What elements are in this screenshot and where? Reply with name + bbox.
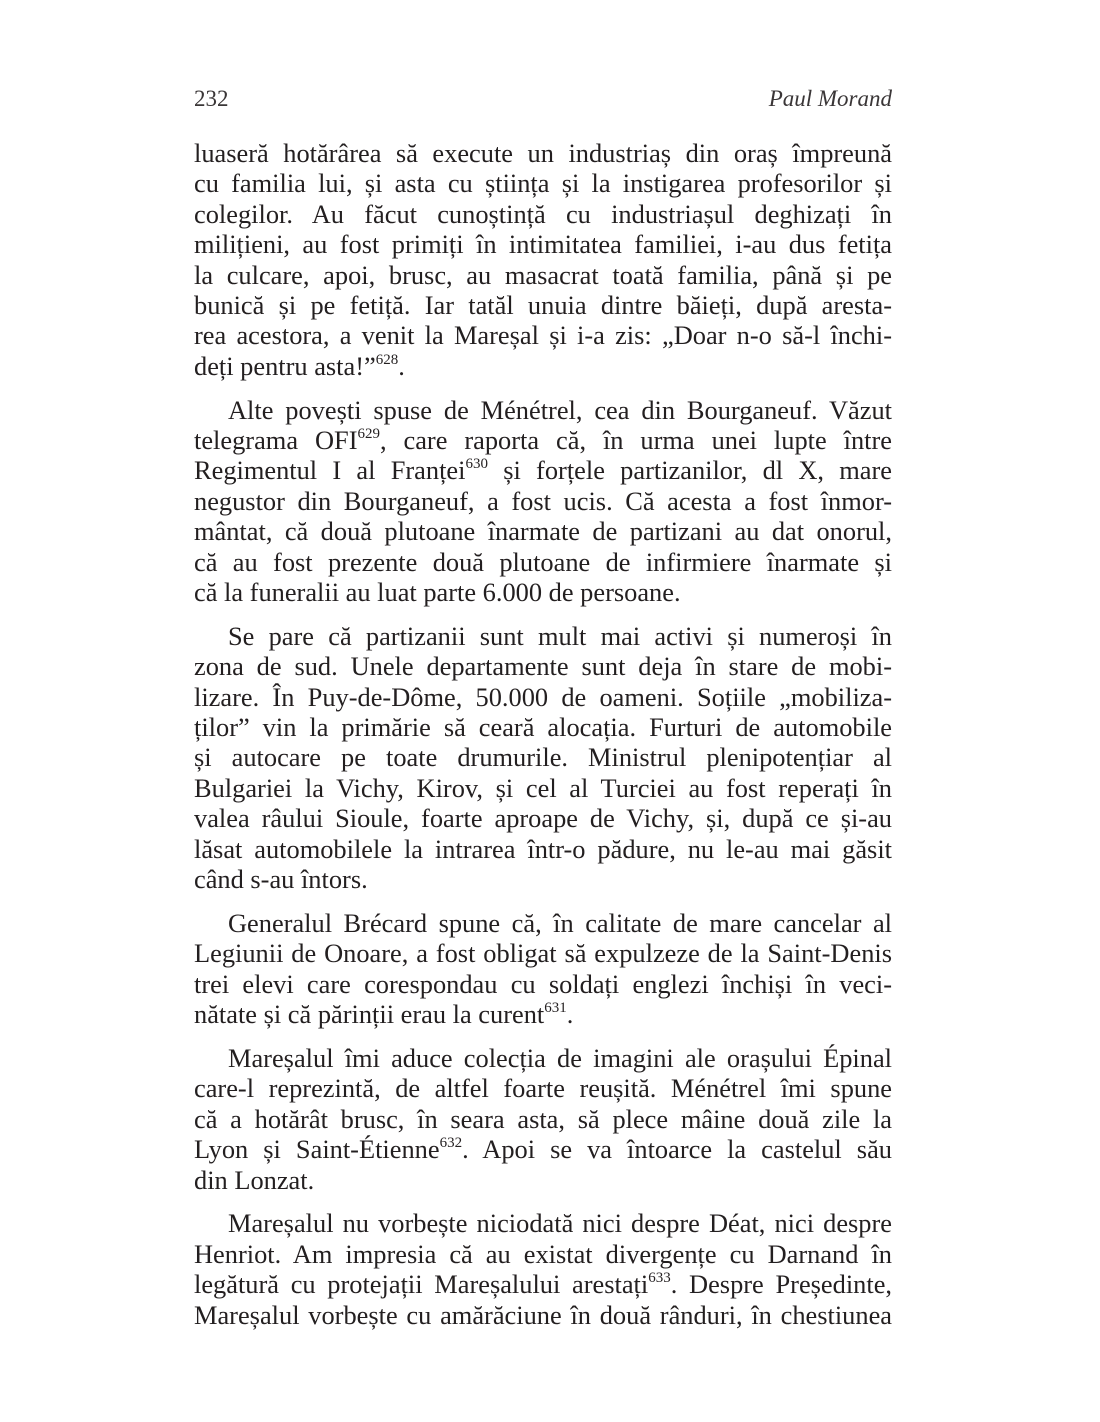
text-line: [194, 168, 892, 198]
line-text: Mareșalul îmi aduce colecția de imagini ale orașului Épinal: [228, 1042, 892, 1073]
line-text: cu familia lui, și asta cu știința și la instigarea profesorilor și: [194, 168, 892, 199]
text-line: [194, 742, 892, 772]
footnote-reference[interactable]: 630: [465, 456, 488, 473]
footnote-reference[interactable]: 631: [544, 1000, 567, 1017]
line-text: la culcare, apoi, brusc, au masacrat toată familia, până și pe: [194, 259, 892, 290]
text-line: [194, 229, 892, 259]
line-text: Legiunii de Onoare, a fost obligat să expulzeze de la Saint-Denis: [194, 938, 892, 969]
page-header: [194, 82, 892, 116]
line-text: Lyon și Saint-Étienne: [194, 1134, 440, 1165]
line-text: care-l reprezintă, de altfel foarte reușită. Ménétrel îmi spune: [194, 1073, 892, 1104]
text-line: [194, 969, 892, 999]
line-text: Se pare că partizanii sunt mult mai activi și numeroși în: [228, 620, 892, 651]
line-text-after-note: , care raporta că, în urma unei lupte între: [379, 425, 892, 456]
text-line: [194, 1104, 892, 1134]
text-line: [194, 199, 892, 229]
line-text: legătură cu protejații Mareșalului arestați: [194, 1269, 649, 1300]
line-text-after-note: .: [566, 999, 574, 1030]
text-line: [194, 455, 892, 485]
line-text: milițieni, au fost primiți în intimitatea familiei, i-au dus fetița: [194, 229, 892, 260]
line-text: Alte povești spuse de Ménétrel, cea din Bourganeuf. Văzut: [228, 394, 892, 425]
paragraph: [194, 138, 892, 381]
text-line: [194, 999, 892, 1029]
text-line: [194, 577, 892, 607]
line-text: deți pentru asta!”: [194, 350, 376, 381]
line-text: rea acestora, a venit la Mareșal și i-a zis: „Doar n-o să-l închi-: [194, 320, 892, 351]
page-number: 232: [194, 86, 229, 111]
line-text: bunică și pe fetiță. Iar tatăl unuia dintre băieți, după aresta-: [194, 289, 892, 320]
line-text: Generalul Brécard spune că, în calitate de mare cancelar al: [228, 907, 892, 938]
line-text: că a hotărât brusc, în seara asta, să plece mâine două zile la: [194, 1103, 892, 1134]
text-line: [194, 351, 892, 381]
text-line: [194, 938, 892, 968]
running-title: Paul Morand: [768, 86, 892, 111]
line-text: Henriot. Am impresia că au existat divergențe cu Darnand în: [194, 1238, 892, 1269]
line-text: luaseră hotărârea să execute un industriaș din oraș împreună: [194, 138, 892, 168]
footnote-reference[interactable]: 633: [648, 1270, 671, 1287]
text-line: [194, 1134, 892, 1164]
line-text: Mareșalul vorbește cu amărăciune în două rânduri, în chestiunea: [194, 1299, 892, 1330]
line-text: mântat, că două plutoane înarmate de partizani au dat onorul,: [194, 516, 892, 547]
line-text: zona de sud. Unele departamente sunt deja în stare de mobi-: [194, 651, 892, 682]
line-text: telegrama OFI: [194, 425, 358, 456]
paragraph: [194, 1208, 892, 1330]
line-text-after-note: . Despre Președinte,: [670, 1269, 893, 1300]
text-line: [194, 260, 892, 290]
line-text: și autocare pe toate drumurile. Ministrul plenipotențiar al: [194, 742, 892, 773]
text-line: [194, 908, 892, 938]
text-line: [194, 290, 892, 320]
text-line: [194, 516, 892, 546]
text-line: [194, 547, 892, 577]
line-text-after-note: . Apoi se va întoarce la castelul său: [462, 1134, 892, 1165]
line-text: nătate și că părinții erau la curent: [194, 999, 545, 1030]
line-text: lăsat automobilele la intrarea într-o pădure, nu le-au mai găsit: [194, 833, 892, 864]
line-text: Regimentul I al Franței: [194, 455, 466, 486]
text-line: [194, 320, 892, 350]
line-text: valea râului Sioule, foarte aproape de Vichy, și, după ce și-au: [194, 803, 892, 834]
paragraph: [194, 395, 892, 608]
page-body: [194, 138, 892, 1343]
line-text: Mareșalul nu vorbește niciodată nici despre Déat, nici despre: [228, 1208, 892, 1239]
line-text: că au fost prezente două plutoane de infirmiere înarmate și: [194, 546, 892, 577]
text-line: [194, 425, 892, 455]
text-line: [194, 1073, 892, 1103]
line-text: ților” vin la primărie să ceară alocația. Furturi de automobile: [194, 712, 892, 743]
text-line: [194, 1239, 892, 1269]
text-line: [194, 1165, 892, 1195]
footnote-reference[interactable]: 629: [357, 426, 380, 443]
text-line: [194, 864, 892, 894]
line-text: din Lonzat.: [194, 1164, 315, 1195]
footnote-reference[interactable]: 632: [439, 1135, 463, 1152]
line-text-after-note: .: [398, 350, 405, 381]
text-line: [194, 682, 892, 712]
paragraph: [194, 621, 892, 895]
footnote-reference[interactable]: 628: [375, 351, 399, 368]
text-line: [194, 1208, 892, 1238]
line-text: colegilor. Au făcut cunoștință cu industriașul deghizați în: [194, 198, 892, 229]
text-line: [194, 712, 892, 742]
text-line: [194, 1269, 892, 1299]
text-line: [194, 651, 892, 681]
line-text: negustor din Bourganeuf, a fost ucis. Că acesta a fost înmor-: [194, 485, 892, 516]
text-line: [194, 1043, 892, 1073]
text-line: [194, 773, 892, 803]
paragraph: [194, 908, 892, 1030]
text-line: [194, 138, 892, 168]
line-text: lizare. În Puy-de-Dôme, 50.000 de oameni. Soțiile „mobiliza-: [194, 681, 892, 712]
line-text-after-note: și forțele partizanilor, dl X, mare: [487, 455, 892, 486]
line-text: trei elevi care corespondau cu soldați englezi închiși în veci-: [194, 968, 892, 999]
paragraph: [194, 1043, 892, 1195]
line-text: că la funeralii au luat parte 6.000 de persoane.: [194, 576, 681, 607]
line-text: când s-au întors.: [194, 863, 368, 894]
text-line: [194, 395, 892, 425]
text-line: [194, 486, 892, 516]
line-text: Bulgariei la Vichy, Kirov, și cel al Turciei au fost reperați în: [194, 772, 892, 803]
text-line: [194, 803, 892, 833]
text-line: [194, 834, 892, 864]
text-line: [194, 1300, 892, 1330]
text-line: [194, 621, 892, 651]
